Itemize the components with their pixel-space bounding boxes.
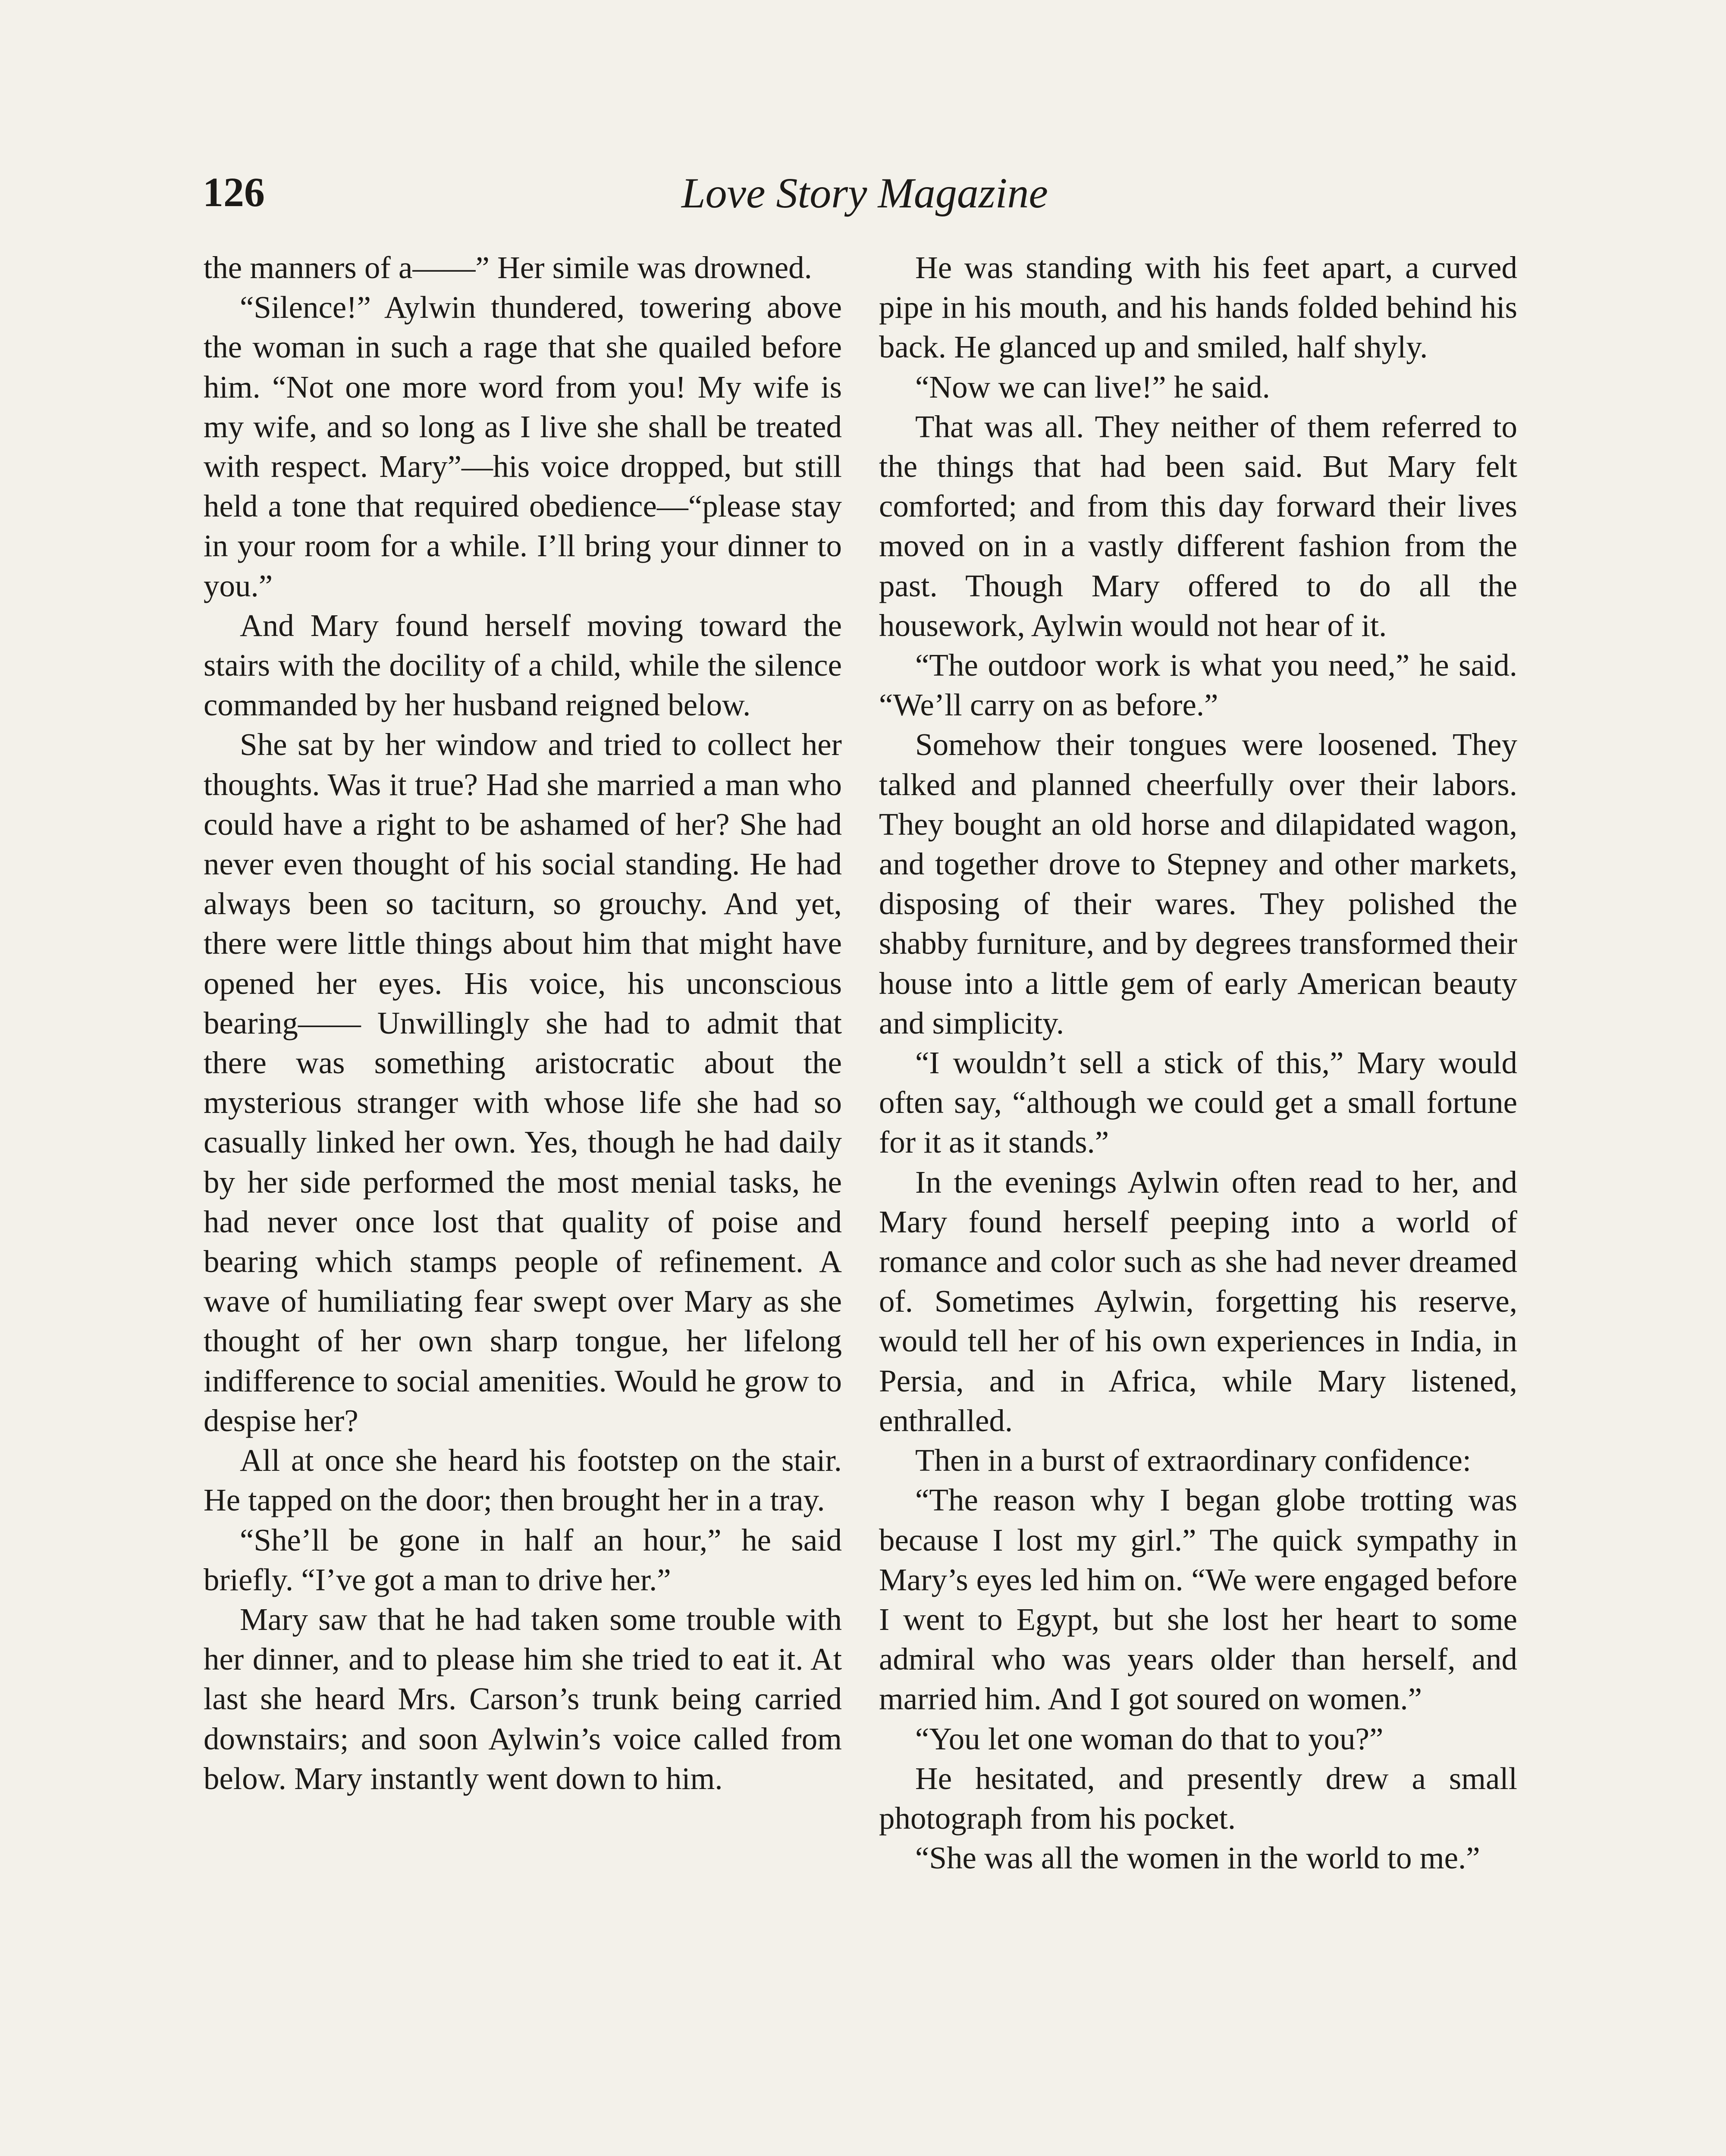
paragraph: Mary saw that he had taken some trouble with her dinner, and to please him she tried to eat it. At last she heard Mrs. Carson’s trunk being carried downstairs; and soon Aylwin’s voice called from below. Mary instantly went down to him. [204, 1601, 842, 1796]
paragraph: the manners of a——” Her simile was drowned. [204, 250, 812, 285]
text-column-left [204, 248, 842, 1799]
paragraph: Then in a burst of extraordinary confidence: [915, 1443, 1472, 1478]
running-title: Love Story Magazine [681, 169, 1048, 217]
text-column-right [879, 248, 1517, 1878]
paragraph: “You let one woman do that to you?” [915, 1721, 1384, 1756]
page-header [203, 168, 1527, 229]
paragraph: “The reason why I began globe trotting was because I lost my girl.” The quick sympathy in Mary’s eyes led him on. “We were engaged before I went to Egypt, but she lost her heart to some admiral who was years older than herself, and married him. And I got soured on women.” [879, 1482, 1517, 1717]
paragraph: She sat by her window and tried to collect her thoughts. Was it true? Had she married a man who could have a right to be ashamed of her? She had never even thought of his social standing. He had always been so taciturn, so grouchy. And yet, there were little things about him that might have opened her eyes. His voice, his unconscious bearing—— Unwillingly she had to admit that there was something aristocratic about the mysterious stranger with whose life she had so casually linked her own. Yes, though he had daily by her side performed the most menial tasks, he had never once lost that quality of poise and bearing which stamps people of refinement. A wave of humiliating fear swept over Mary as she thought of her own sharp tongue, her lifelong indifference to social amenities. Would he grow to despise her? [204, 727, 842, 1438]
paragraph: “I wouldn’t sell a stick of this,” Mary would often say, “although we could get a small fortune for it as it stands.” [879, 1045, 1517, 1160]
paragraph: “Silence!” Aylwin thundered, towering above the woman in such a rage that she quailed before him. “Not one more word from you! My wife is my wife, and so long as I live she shall be treated with respect. Mary”—his voice dropped, but still held a tone that required obedience—“please stay in your room for a while. I’ll bring your dinner to you.” [204, 290, 842, 603]
paragraph: “She was all the women in the world to me.” [915, 1840, 1480, 1876]
paragraph: “Now we can live!” he said. [915, 369, 1270, 404]
paragraph: He hesitated, and presently drew a small photograph from his pocket. [879, 1761, 1517, 1836]
paragraph: “She’ll be gone in half an hour,” he said briefly. “I’ve got a man to drive her.” [204, 1522, 842, 1597]
paragraph: That was all. They neither of them referred to the things that had been said. But Mary felt comforted; and from this day forward their lives moved on in a vastly different fashion from the past. Though Mary offered to do all the housework, Aylwin would not hear of it. [879, 409, 1517, 643]
paragraph: Somehow their tongues were loosened. They talked and planned cheerfully over their labors. They bought an old horse and dilapidated wagon, and together drove to Stepney and other markets, disposing of their wares. They polished the shabby furniture, and by degrees transformed their house into a little gem of early American beauty and simplicity. [879, 727, 1517, 1040]
paragraph: And Mary found herself moving toward the stairs with the docility of a child, while the silence commanded by her husband reigned below. [204, 608, 842, 723]
paragraph: “The outdoor work is what you need,” he said. “We’ll carry on as before.” [879, 648, 1517, 723]
paragraph: He was standing with his feet apart, a curved pipe in his mouth, and his hands folded behind his back. He glanced up and smiled, half shyly. [879, 250, 1517, 365]
paragraph: In the evenings Aylwin often read to her, and Mary found herself peeping into a world of romance and color such as she had never dreamed of. Sometimes Aylwin, forgetting his reserve, would tell her of his own experiences in India, in Persia, and in Africa, while Mary listened, enthralled. [879, 1164, 1517, 1438]
paragraph: All at once she heard his footstep on the stair. He tapped on the door; then brought her in a tray. [204, 1443, 842, 1518]
page-number: 126 [203, 169, 265, 215]
